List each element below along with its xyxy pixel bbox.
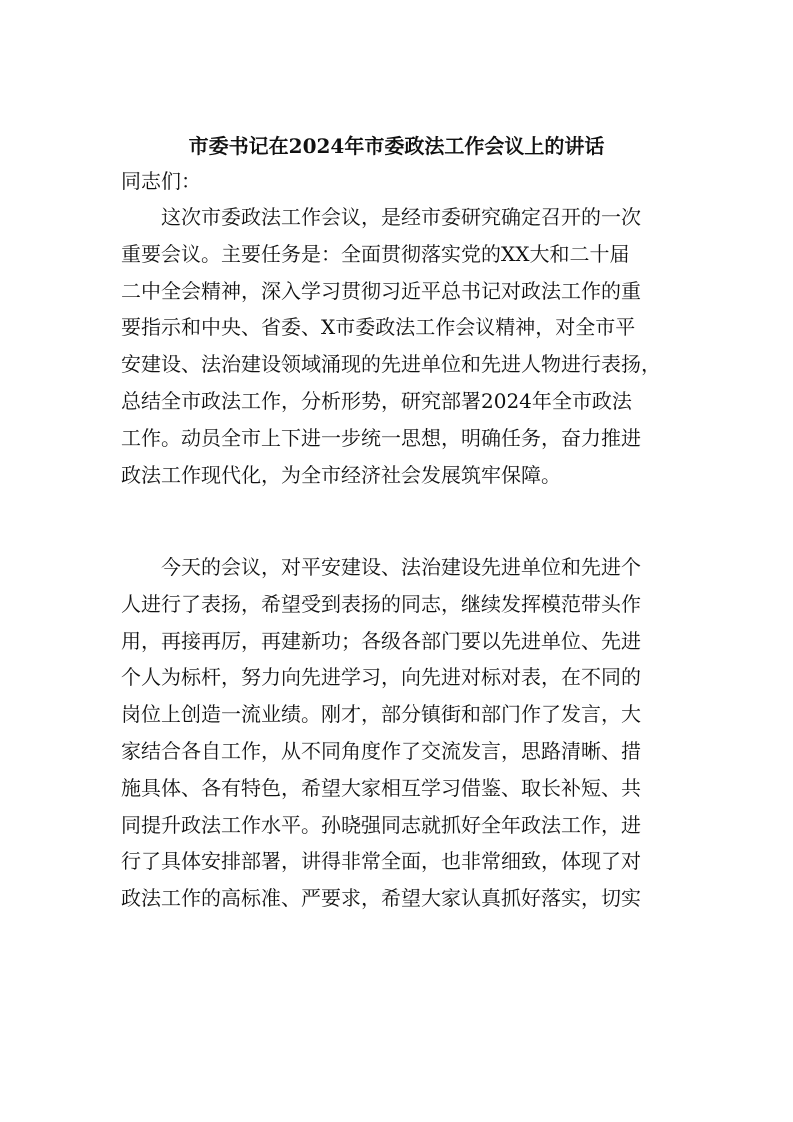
paragraph-line: 施具体、各有特色，希望大家相互学习借鉴、取长补短、共 <box>121 775 641 800</box>
paragraph-line: 重要会议。主要任务是：全面贯彻落实党的XX大和二十届 <box>121 241 630 266</box>
paragraph-line: 安建设、法治建设领域涌现的先进单位和先进人物进行表扬， <box>121 352 661 377</box>
paragraph-2 <box>121 549 681 917</box>
paragraph-line: 用，再接再厉，再建新功；各级各部门要以先进单位、先进 <box>121 628 641 653</box>
document-title: 市委书记在2024年市委政法工作会议上的讲话 <box>188 134 605 158</box>
salutation: 同志们： <box>121 169 201 193</box>
paragraph-line: 这次市委政法工作会议，是经市委研究确定召开的一次 <box>161 205 641 229</box>
paragraph-line: 个人为标杆，努力向先进学习，向先进对标对表，在不同的 <box>121 665 641 690</box>
paragraph-line: 二中全会精神，深入学习贯彻习近平总书记对政法工作的重 <box>121 278 641 303</box>
paragraph-line: 总结全市政法工作，分析形势，研究部署2024年全市政法 <box>121 388 632 413</box>
paragraph-line: 政法工作现代化，为全市经济社会发展筑牢保障。 <box>121 462 561 487</box>
paragraph-line: 工作。动员全市上下进一步统一思想，明确任务，奋力推进 <box>121 425 641 450</box>
paragraph-line: 政法工作的高标准、严要求，希望大家认真抓好落实，切实 <box>121 886 641 911</box>
paragraph-line: 人进行了表扬，希望受到表扬的同志，继续发挥模范带头作 <box>121 591 641 616</box>
paragraph-line: 家结合各自工作，从不同角度作了交流发言，思路清晰、措 <box>121 738 641 763</box>
paragraph-line: 要指示和中央、省委、X市委政法工作会议精神，对全市平 <box>121 315 636 340</box>
paragraph-1 <box>121 199 681 493</box>
paragraph-line: 岗位上创造一流业绩。刚才，部分镇街和部门作了发言，大 <box>121 702 641 727</box>
paragraph-line: 行了具体安排部署，讲得非常全面，也非常细致，体现了对 <box>121 849 641 874</box>
paragraph-line: 同提升政法工作水平。孙晓强同志就抓好全年政法工作，进 <box>121 812 641 837</box>
paragraph-line: 今天的会议，对平安建设、法治建设先进单位和先进个 <box>161 555 641 579</box>
